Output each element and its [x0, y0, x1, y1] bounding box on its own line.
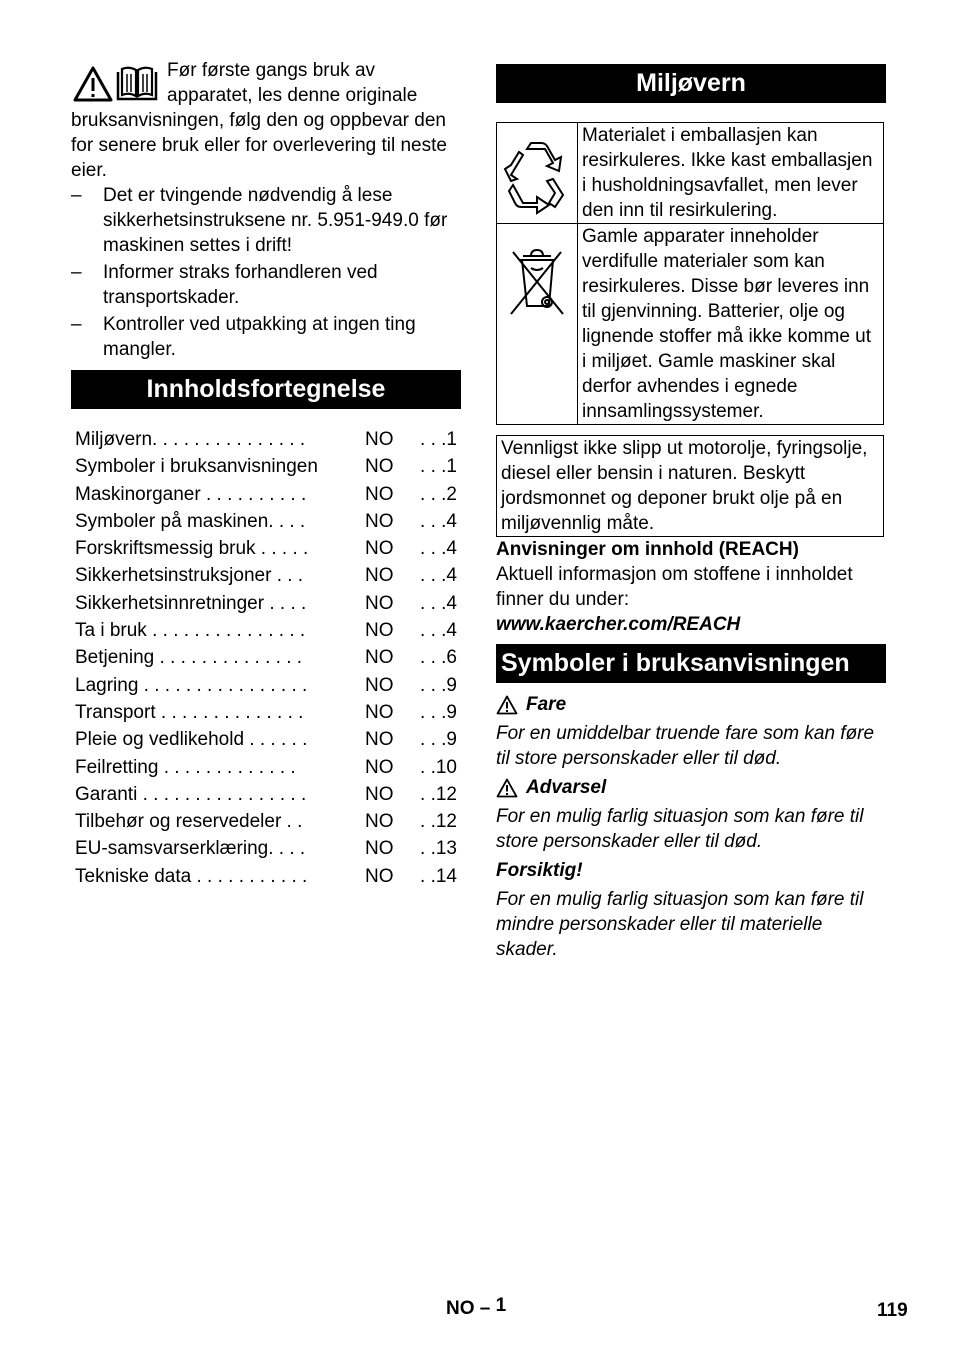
- environment-heading: Miljøvern: [496, 64, 886, 103]
- table-row: [497, 224, 884, 425]
- reach-text: Aktuell informasjon om stoffene i innholdet finner du under:: [496, 564, 853, 610]
- environment-table: [496, 122, 884, 425]
- toc-page: . . .6: [420, 647, 457, 669]
- recycle-cell: [497, 123, 578, 224]
- toc-page: . . .9: [420, 701, 457, 723]
- manual-book-icon: [115, 66, 159, 102]
- toc-page: . . .1: [420, 456, 457, 478]
- toc-lang: NO: [365, 483, 394, 505]
- intro-bullets: [71, 183, 461, 362]
- toc-heading: Innholdsfortegnelse: [71, 370, 461, 409]
- weee-cell: [497, 224, 578, 425]
- toc-lang: NO: [365, 620, 394, 642]
- toc-row[interactable]: [75, 808, 461, 835]
- toc-lang: NO: [365, 838, 394, 860]
- toc-title: Feilretting . . . . . . . . . . . . .: [75, 756, 296, 778]
- toc-page: . . .9: [420, 729, 457, 751]
- toc-row[interactable]: [75, 672, 461, 699]
- toc-page: . .10: [420, 756, 457, 778]
- toc-page: . . .4: [420, 538, 457, 560]
- toc-title: Forskriftsmessig bruk . . . . .: [75, 538, 309, 560]
- oil-notice-box: [496, 435, 884, 537]
- table-row: [497, 123, 884, 224]
- toc-row[interactable]: [75, 590, 461, 617]
- toc-lang: NO: [365, 538, 394, 560]
- toc-lang: NO: [365, 647, 394, 669]
- toc-title: Betjening . . . . . . . . . . . . . .: [75, 647, 303, 669]
- toc-row[interactable]: [75, 617, 461, 644]
- page-number: 119: [877, 1300, 908, 1321]
- toc-title: Pleie og vedlikehold . . . . . .: [75, 729, 308, 751]
- list-item: – Informer straks forhandleren ved transportskader.: [71, 262, 378, 308]
- toc-row[interactable]: [75, 562, 461, 589]
- warning-text: For en mulig farlig situasjon som kan føre til store personskader eller til død.: [496, 806, 864, 852]
- intro-text: Før første gangs bruk av apparatet, les denne originale bruksanvisningen, følg den og oppbevar den for senere bruk eller for overlevering til neste eier.: [71, 60, 447, 181]
- weee-text: Gamle apparater inneholder verdifulle materialer som kan resirkuleres. Disse bør leveres inn til gjenvinning. Batterier, olje og lignende stoffer må ikke komme ut i miljøet. Gamle maskiner skal derfor avhendes i egnede innsamlingssystemer.: [578, 224, 884, 425]
- toc-lang: NO: [365, 429, 394, 450]
- toc-page: . .14: [420, 865, 457, 887]
- left-column: [71, 58, 461, 890]
- table-of-contents: [71, 426, 461, 890]
- warning-triangle-icon: [496, 695, 518, 715]
- toc-row[interactable]: [75, 726, 461, 753]
- toc-title: Lagring . . . . . . . . . . . . . . . .: [75, 674, 308, 696]
- toc-page: . .12: [420, 811, 457, 833]
- toc-page: . . .9: [420, 674, 457, 696]
- toc-row[interactable]: [75, 835, 461, 862]
- toc-row[interactable]: [75, 508, 461, 535]
- toc-row[interactable]: [75, 644, 461, 671]
- toc-row[interactable]: [75, 453, 461, 480]
- toc-page: . . .4: [420, 620, 457, 642]
- toc-row[interactable]: [75, 754, 461, 781]
- toc-page: . . .1: [420, 429, 457, 450]
- toc-lang: NO: [365, 811, 394, 833]
- right-column: [496, 64, 886, 962]
- toc-lang: NO: [365, 456, 394, 478]
- toc-lang: NO: [365, 510, 394, 532]
- symbols-heading: Symboler i bruksanvisningen: [496, 644, 886, 683]
- toc-row[interactable]: [75, 481, 461, 508]
- recycle-icon: [497, 135, 577, 215]
- toc-row[interactable]: [75, 863, 461, 890]
- toc-page: . . .4: [420, 510, 457, 532]
- toc-title: Ta i bruk . . . . . . . . . . . . . . .: [75, 620, 306, 642]
- caution-text: For en mulig farlig situasjon som kan føre til mindre personskader eller til materielle skader.: [496, 889, 864, 960]
- toc-title: Sikkerhetsinstruksjoner . . .: [75, 565, 304, 587]
- toc-lang: NO: [365, 756, 394, 778]
- toc-row[interactable]: [75, 781, 461, 808]
- reach-heading: Anvisninger om innhold (REACH): [496, 539, 799, 560]
- toc-title: EU-samsvarserklæring. . . .: [75, 838, 306, 860]
- toc-lang: NO: [365, 729, 394, 751]
- danger-heading: [496, 692, 886, 717]
- intro-icons: [71, 64, 161, 104]
- toc-lang: NO: [365, 783, 394, 805]
- danger-label: Fare: [526, 694, 567, 715]
- toc-page: . . .4: [420, 565, 457, 587]
- toc-page: . .12: [420, 783, 457, 805]
- toc-title: Garanti . . . . . . . . . . . . . . . .: [75, 783, 307, 805]
- danger-text: For en umiddelbar truende fare som kan føre til store personskader eller til død.: [496, 723, 875, 769]
- toc-lang: NO: [365, 865, 394, 887]
- toc-title: Symboler i bruksanvisningen: [75, 456, 318, 478]
- toc-row[interactable]: [75, 426, 461, 453]
- caution-label: Forsiktig!: [496, 860, 583, 881]
- footer-section-label: NO – 1: [446, 1295, 507, 1319]
- list-item: – Kontroller ved utpakking at ingen ting mangler.: [71, 314, 416, 360]
- toc-page: . . .4: [420, 592, 457, 614]
- intro-block: [71, 58, 461, 183]
- warning-heading: [496, 775, 886, 800]
- toc-page: . . .2: [420, 483, 457, 505]
- toc-title: Tilbehør og reservedeler . .: [75, 811, 303, 833]
- toc-row[interactable]: [75, 699, 461, 726]
- warning-triangle-icon: [73, 66, 113, 102]
- toc-lang: NO: [365, 565, 394, 587]
- toc-title: Transport . . . . . . . . . . . . . .: [75, 701, 304, 723]
- toc-title: Sikkerhetsinnretninger . . . .: [75, 592, 307, 614]
- recycle-text: Materialet i emballasjen kan resirkuleres. Ikke kast emballasjen i husholdningsavfallet, men lever den inn til resirkulering.: [578, 123, 884, 224]
- toc-lang: NO: [365, 674, 394, 696]
- reach-url-link[interactable]: www.kaercher.com/REACH: [496, 614, 741, 635]
- toc-row[interactable]: [75, 535, 461, 562]
- toc-title: Symboler på maskinen. . . .: [75, 510, 306, 532]
- warning-triangle-icon: [496, 778, 518, 798]
- toc-title: Tekniske data . . . . . . . . . . .: [75, 865, 308, 887]
- warning-label: Advarsel: [526, 777, 607, 798]
- toc-title: Miljøvern. . . . . . . . . . . . . . .: [75, 429, 306, 450]
- oil-notice-text: Vennligst ikke slipp ut motorolje, fyringsolje, diesel eller bensin i naturen. Beskytt jordsmonnet og deponer brukt olje på en miljøvennlig måte.: [501, 438, 868, 534]
- toc-lang: NO: [365, 701, 394, 723]
- toc-lang: NO: [365, 592, 394, 614]
- list-item: – Det er tvingende nødvendig å lese sikkerhetsinstruksene nr. 5.951-949.0 før maskinen settes i drift!: [71, 185, 448, 256]
- toc-title: Maskinorganer . . . . . . . . . .: [75, 483, 307, 505]
- crossed-out-bin-icon: [497, 236, 577, 320]
- toc-page: . .13: [420, 838, 457, 860]
